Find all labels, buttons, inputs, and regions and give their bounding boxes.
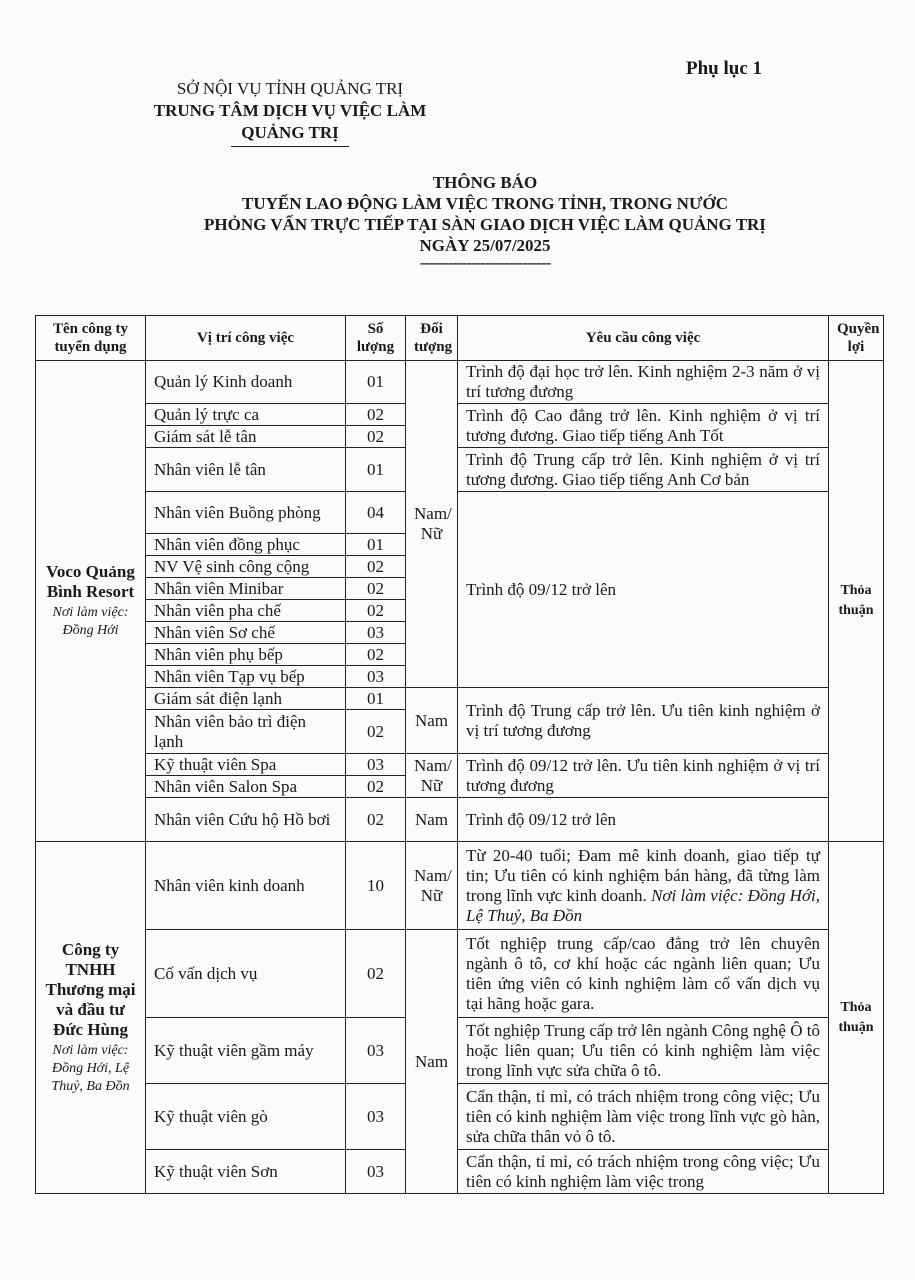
table-row bbox=[36, 754, 884, 776]
requirement-cell: Trình độ Cao đẳng trở lên. Kinh nghiệm ở vị trí tương đương. Giao tiếp tiếng Anh Tốt bbox=[458, 404, 829, 448]
requirement-cell: Cẩn thận, tỉ mỉ, có trách nhiệm trong công việc; Ưu tiên có kinh nghiệm làm việc trong lĩnh vực gò hàn, sửa chữa thân vỏ ô tô. bbox=[458, 1084, 829, 1150]
target-cell: Nam/ Nữ bbox=[406, 361, 458, 688]
quantity-cell: 02 bbox=[346, 578, 406, 600]
benefit-cell: Thỏa thuận bbox=[829, 842, 884, 1194]
position-cell: Nhân viên Minibar bbox=[146, 578, 346, 600]
table-row bbox=[36, 448, 884, 492]
quantity-cell: 03 bbox=[346, 666, 406, 688]
quantity-cell: 01 bbox=[346, 534, 406, 556]
position-cell: NV Vệ sinh công cộng bbox=[146, 556, 346, 578]
agency-underline bbox=[231, 146, 349, 147]
notice-date: NGÀY 25/07/2025 bbox=[419, 236, 551, 255]
header-target: Đối tượng bbox=[406, 316, 458, 361]
position-cell: Nhân viên Buồng phòng bbox=[146, 492, 346, 534]
notice-line1: TUYỂN LAO ĐỘNG LÀM VIỆC TRONG TỈNH, TRONG NƯỚC bbox=[242, 194, 728, 213]
notice-heading bbox=[120, 172, 850, 273]
issuing-agency bbox=[120, 78, 460, 147]
requirement-location: Nơi làm việc: Đồng Hới, Lệ Thuỷ, Ba Đồn bbox=[466, 885, 820, 925]
quantity-cell: 02 bbox=[346, 710, 406, 754]
company-location: Nơi làm việc: Đồng Hới, Lệ Thuỷ, Ba Đồn bbox=[51, 1042, 130, 1094]
requirement-cell: Tốt nghiệp trung cấp/cao đẳng trở lên chuyên ngành ô tô, cơ khí hoặc các ngành liên quan; Ưu tiên ứng viên có kinh nghiệm làm cố vấn dịch vụ tại hãng hoặc gara. bbox=[458, 930, 829, 1018]
quantity-cell: 02 bbox=[346, 930, 406, 1018]
company-cell bbox=[36, 361, 146, 842]
company-location: Nơi làm việc: Đồng Hới bbox=[52, 605, 129, 638]
target-cell: Nam bbox=[406, 798, 458, 842]
table-row bbox=[36, 492, 884, 534]
quantity-cell: 03 bbox=[346, 1084, 406, 1150]
table-row bbox=[36, 1084, 884, 1150]
quantity-cell: 02 bbox=[346, 404, 406, 426]
table-row bbox=[36, 1018, 884, 1084]
ministry-name: SỞ NỘI VỤ TỈNH QUẢNG TRỊ bbox=[176, 79, 404, 98]
quantity-cell: 10 bbox=[346, 842, 406, 930]
position-cell: Nhân viên Cứu hộ Hồ bơi bbox=[146, 798, 346, 842]
quantity-cell: 02 bbox=[346, 556, 406, 578]
requirement-cell: Trình độ Trung cấp trở lên. Kinh nghiệm ở vị trí tương đương. Giao tiếp tiếng Anh Cơ bản bbox=[458, 448, 829, 492]
table-row bbox=[36, 361, 884, 404]
quantity-cell: 03 bbox=[346, 1018, 406, 1084]
center-name-line1: TRUNG TÂM DỊCH VỤ VIỆC LÀM bbox=[153, 101, 427, 120]
target-cell: Nam bbox=[406, 930, 458, 1194]
position-cell: Kỹ thuật viên gầm máy bbox=[146, 1018, 346, 1084]
target-cell: Nam/ Nữ bbox=[406, 754, 458, 798]
notice-line2: PHỎNG VẤN TRỰC TIẾP TẠI SÀN GIAO DỊCH VIỆC LÀM QUẢNG TRỊ bbox=[204, 215, 766, 234]
benefit-cell: Thỏa thuận bbox=[829, 361, 884, 842]
quantity-cell: 01 bbox=[346, 688, 406, 710]
header-requirements: Yêu cầu công việc bbox=[458, 316, 829, 361]
target-cell: Nam/ Nữ bbox=[406, 842, 458, 930]
position-cell: Giám sát lễ tân bbox=[146, 426, 346, 448]
position-cell: Quản lý trực ca bbox=[146, 404, 346, 426]
company-cell bbox=[36, 842, 146, 1194]
requirement-cell: Trình độ đại học trở lên. Kinh nghiệm 2-3 năm ở vị trí tương đương bbox=[458, 361, 829, 404]
quantity-cell: 02 bbox=[346, 426, 406, 448]
company-name: Voco Quảng Bình Resort bbox=[46, 562, 135, 601]
position-cell: Nhân viên pha chế bbox=[146, 600, 346, 622]
notice-separator: ---------------------------- bbox=[419, 253, 551, 272]
notice-title: THÔNG BÁO bbox=[432, 173, 538, 192]
position-cell: Nhân viên đồng phục bbox=[146, 534, 346, 556]
requirement-cell bbox=[458, 842, 829, 930]
table-header-row bbox=[36, 316, 884, 361]
position-cell: Quản lý Kinh doanh bbox=[146, 361, 346, 404]
position-cell: Nhân viên lễ tân bbox=[146, 448, 346, 492]
header-position: Vị trí công việc bbox=[146, 316, 346, 361]
position-cell: Nhân viên phụ bếp bbox=[146, 644, 346, 666]
jobs-table bbox=[35, 315, 884, 1194]
quantity-cell: 01 bbox=[346, 361, 406, 404]
company-name: Công ty TNHH Thương mại và đầu tư Đức Hùng bbox=[45, 939, 136, 1039]
table-row bbox=[36, 842, 884, 930]
quantity-cell: 01 bbox=[346, 448, 406, 492]
position-cell: Kỹ thuật viên Sơn bbox=[146, 1150, 346, 1194]
quantity-cell: 02 bbox=[346, 798, 406, 842]
table-row bbox=[36, 798, 884, 842]
table-row bbox=[36, 930, 884, 1018]
center-name-line2: QUẢNG TRỊ bbox=[241, 123, 339, 142]
position-cell: Nhân viên bảo trì điện lạnh bbox=[146, 710, 346, 754]
requirement-text: Từ 20-40 tuổi; Đam mê kinh doanh, giao tiếp tự tin; Ưu tiên có kinh nghiệm bán hàng, đã từng làm trong lĩnh vực kinh doanh. bbox=[466, 845, 820, 905]
requirement-cell: Trình độ Trung cấp trở lên. Ưu tiên kinh nghiệm ở vị trí tương đương bbox=[458, 688, 829, 754]
quantity-cell: 02 bbox=[346, 600, 406, 622]
position-cell: Nhân viên Sơ chế bbox=[146, 622, 346, 644]
requirement-cell: Trình độ 09/12 trở lên bbox=[458, 492, 829, 688]
quantity-cell: 03 bbox=[346, 754, 406, 776]
quantity-cell: 03 bbox=[346, 1150, 406, 1194]
table-row bbox=[36, 1150, 884, 1194]
target-cell: Nam bbox=[406, 688, 458, 754]
table-row bbox=[36, 688, 884, 710]
requirement-cell: Tốt nghiệp Trung cấp trở lên ngành Công nghệ Ô tô hoặc liên quan; Ưu tiên có kinh nghiệm làm việc trong lĩnh vực sửa chữa ô tô. bbox=[458, 1018, 829, 1084]
requirement-cell: Cẩn thận, tỉ mỉ, có trách nhiệm trong công việc; Ưu tiên có kinh nghiệm làm việc trong bbox=[458, 1150, 829, 1194]
header-company: Tên công ty tuyển dụng bbox=[36, 316, 146, 361]
quantity-cell: 02 bbox=[346, 644, 406, 666]
position-cell: Nhân viên Salon Spa bbox=[146, 776, 346, 798]
position-cell: Kỹ thuật viên gò bbox=[146, 1084, 346, 1150]
requirement-cell: Trình độ 09/12 trở lên bbox=[458, 798, 829, 842]
position-cell: Cố vấn dịch vụ bbox=[146, 930, 346, 1018]
position-cell: Giám sát điện lạnh bbox=[146, 688, 346, 710]
position-cell: Kỹ thuật viên Spa bbox=[146, 754, 346, 776]
quantity-cell: 02 bbox=[346, 776, 406, 798]
header-benefits: Quyền lợi bbox=[829, 316, 884, 361]
position-cell: Nhân viên kinh doanh bbox=[146, 842, 346, 930]
appendix-label: Phụ lục 1 bbox=[686, 58, 763, 79]
quantity-cell: 04 bbox=[346, 492, 406, 534]
header-quantity: Số lượng bbox=[346, 316, 406, 361]
requirement-cell: Trình độ 09/12 trở lên. Ưu tiên kinh nghiệm ở vị trí tương đương bbox=[458, 754, 829, 798]
position-cell: Nhân viên Tạp vụ bếp bbox=[146, 666, 346, 688]
quantity-cell: 03 bbox=[346, 622, 406, 644]
table-row bbox=[36, 404, 884, 426]
